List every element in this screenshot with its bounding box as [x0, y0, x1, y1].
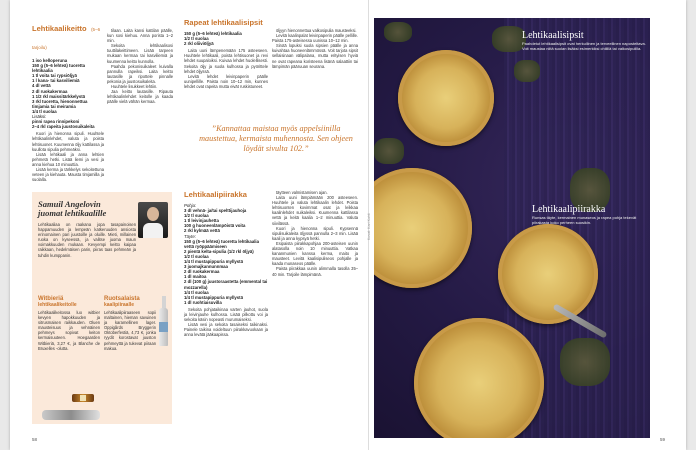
- ingredient: 2–4 rkl rapeita juustosuikaleita: [32, 124, 95, 130]
- rauchbier-section: [104, 296, 156, 351]
- sommelier-portrait: [138, 202, 168, 238]
- ingredient: 150 g (5–6 lehteä) tuoretta lehtikaalia: [32, 63, 86, 74]
- rauchbier-text: Lehtikaalipiiraaseen sopii maltainen, hieman savuinen ja karamellinen lager. Oppigårds Bryggerin Oktoberfestiä, 4,73 €, jonka ryydit korostavat juuston pehmeyttä ja tukevat piiraan makua.: [104, 310, 156, 351]
- ingredient: 3 rkl tuoretta, hienonnettua timjamia tai meiramia: [32, 98, 88, 109]
- method-paragraph: öljyyn hienonnettua valkosipulia mausteeksi.: [276, 28, 357, 33]
- quiche-image: [414, 318, 544, 438]
- method-paragraph: Levitä lehdet leivinpaperin päälle uunipellille. Paista noin 10–12 min, kunnes lehdet ovat rapeita mutta eivät ruskistuneet.: [184, 73, 268, 89]
- ingredient: 1/2 tl suolaa: [184, 36, 209, 42]
- witbier-section: [38, 296, 100, 351]
- ingredient: 1/2 tl suolaa: [184, 253, 209, 259]
- witbier-title: Witbieriä: [38, 296, 64, 302]
- ingredient-group-label: Täyte:: [184, 233, 196, 239]
- caption-pie: [532, 204, 646, 225]
- caption-text: Paahdetut lehtikaalisipsit ovat herkullinen ja terveellinen naposteltava. Voit maustaa niitä suolan lisäksi esimerkiksi chilillä tai valkosipulilla.: [522, 41, 646, 51]
- soup-method-continued: [107, 28, 173, 104]
- photo-credit: Kuvat: Kari Kuhti: [367, 213, 371, 240]
- method-paragraph: Sekoita lehtikaalisosi tuuttilakeittimeen. Lisää tarpeen mukaan kermaa tai kasviliemiä ja kuumenna keitto kunnolla.: [107, 43, 173, 64]
- kale-leaf-image: [560, 338, 610, 386]
- witbier-subtitle: lehtikaalikeitolle: [38, 302, 77, 308]
- ingredient: 150 g (5–6 lehteä) tuoretta lehtikaalia: [184, 238, 259, 244]
- method-paragraph: Laita uuni lämpenemään 175 asteeseen. Huuhtele lehtikaali, poista lehtisuonet ja revi lehdet suupaloiksi. Kuivaa lehdet huolellisesti. Sekoita öljy ja suola kulhossa ja pyörittele lehdet öljyssä.: [184, 48, 268, 74]
- ingredient: 3 dl vehnä- ja/tai spelttijauhoja: [184, 208, 247, 214]
- method-paragraph: Kuori ja hienonna sipuli. Kypsennä sipulisuikaleita öljyssä pannulla 2–3 min. Lisää kaali ja anna kypsyä hetki.: [272, 225, 358, 241]
- caption-title: Lehtikaalipiirakka: [532, 204, 606, 215]
- method-paragraph: Paista piirakkaa uunin alimmalla tasolla 35–40 min. Tarjoile lämpimänä.: [272, 266, 358, 277]
- sidebar-intro: Lehtikaaliaa on raakana jopa tasapainoisen happamuuden ja lempeän katkeruuden ansiosta erinomainen pari juustoille ja oluille. Mieti, millainen ruoka on kyseessä, ja valitse juoma maun voimakkuuden mukaan. Kevyempi keitto kaipaa raikkaan, hedelmäisen parin, piiras taas pehmeän ja tuhdin kumppanin.: [38, 222, 136, 258]
- method-paragraph: Lisää lehtikaali ja anna lehtien pehmetä hetki. Lisää liemi ja vesi ja anna kiehua 10 minuuttia.: [32, 151, 104, 167]
- ingredient: 150 g (5–6 lehteä) lehtikaalia: [184, 31, 242, 36]
- ingredient: 2 dl (100 g) juustoraastetta (emmental tai mozzarella): [184, 279, 268, 290]
- method-paragraph: Paahda pekonisuikaleet kuivalla pannulla rapeiksi. Laita keitto lautasille ja ripottele pinnalle pekonia ja juustosuikaleita.: [107, 63, 173, 84]
- chips-recipe: [184, 18, 268, 89]
- caption-title: Lehtikaalisipsit: [522, 30, 584, 41]
- magazine-spread: [10, 0, 686, 450]
- ingredient: 1 iso kelloperuna: [32, 58, 68, 63]
- ingredient: 2 rkl kylmää vettä: [184, 228, 220, 234]
- page-number-right: 59: [660, 437, 666, 442]
- kale-chip-image: [384, 22, 412, 42]
- method-paragraph: Jaa keitto lautasille. Ripauta lehtikaalinlehdet keitolle ja kaada päälle vielä vähän kermaa.: [107, 89, 173, 105]
- ingredient: vettä ryöppäämiseen: [184, 243, 227, 249]
- ingredient: 1/2 tl suolaa: [184, 213, 209, 219]
- ingredient: 2 dl ruokakermaa: [32, 88, 68, 94]
- ingredient: 1 dl maitoa: [184, 274, 207, 280]
- soup-title: Lehtikaalikeitto: [32, 24, 87, 33]
- soup-servings: (5–6 tarjoilu): [32, 27, 101, 50]
- portrait-shirt: [143, 223, 163, 238]
- pie-ingredients: [184, 203, 268, 305]
- ingredient: pinni rapea rinnipekoni: [32, 119, 80, 125]
- chips-ingredients: [184, 31, 268, 46]
- page-number-left: 58: [32, 437, 38, 442]
- caption-text: Runsas täyte, kermainen munaseos ja rapea pohja tekevät piirakasta koko perheen suosikin.: [532, 215, 637, 225]
- kale-chip-image: [514, 60, 540, 82]
- sidebar-title-line: juomat lehtikaalille: [38, 208, 107, 218]
- method-paragraph: Lisää vesi ja sekoita tasaiseksi taikinaksi. Painele taikina voideltuun piirakkavuokaan ja anna levätä jääkaapissa.: [184, 322, 268, 338]
- soup-recipe: [32, 18, 104, 182]
- method-paragraph: tilaan. Laita kansi kattilan päälle, kun sosi kiehuu. Anna porista 1–2 min.: [107, 28, 173, 44]
- ingredient: 1 1/2 rkl maissitärkkelystä: [32, 93, 86, 99]
- ingredient: 1/4 tl mustapippuria myllystä: [184, 259, 243, 265]
- soup-method: [32, 131, 104, 182]
- beer-bottle-icon: [72, 388, 96, 406]
- ingredient: 100 g huoneenlämpöistä voita: [184, 223, 246, 229]
- method-paragraph: Esipaista piirakkapohjaa 200-asteisen uunin alatasolla noin 10 minuuttia. Vatkaa kananmunien kanssa kerma, maito ja mausteet. Levitä kaalisipuliseos pohjalle ja kaada munaseos päälle.: [272, 240, 358, 267]
- ingredient: 2 rkl oliiviöljyä: [184, 41, 214, 47]
- kale-chip-image: [492, 26, 526, 52]
- ingredient: 2 pientä kelta-sipulia (1/2 rkl öljyä): [184, 248, 254, 254]
- portrait-face: [147, 207, 159, 221]
- rauchbier-subtitle: kaalipiiraalle: [104, 302, 135, 308]
- chips-method-continued: [272, 28, 358, 69]
- ingredient: 1 tl voita tai rypsiöljyä: [32, 73, 77, 79]
- pie-title: Lehtikaalipiirakka: [184, 190, 247, 199]
- pie-method: [184, 307, 268, 338]
- kale-leaf-image: [374, 138, 404, 164]
- food-photo: [374, 18, 650, 438]
- drinks-sidebar: [32, 192, 172, 424]
- garnish-label: Lisäksi:: [32, 114, 47, 120]
- witbier-text: Lehtikaalikeitossa luo witbier kevyen hapokkuuden ja sitrusmaisen raikkauden. Oluen mausteisuus ja vehnäinen pehmeys sopivat keiton kermaisuuteen. Hoegaarden Witbieriä, 3,27 €, ja Blanche de Bruxelles -olutta.: [38, 310, 100, 351]
- ingredient: 1 dl ruohtiaisuvilla: [184, 299, 222, 305]
- caption-chips: [522, 30, 646, 51]
- ingredient: 2 dl ruokakermaa: [184, 269, 220, 275]
- quiche-image: [498, 224, 598, 324]
- ingredient: 1/4 tl mustapippuria myllystä: [184, 294, 243, 300]
- method-paragraph: Sirotä lopuksi suola sipsien päälle ja anna kuivahtaa huoneenlämmössä. Voit tarjota sipsit sellaisinaan välipalana, mutta erityisen hyviä ne ovat rapeana koristeena lisänä salaattiin tai lämpimän pääruuan seurana.: [272, 43, 358, 69]
- ingredient-group-label: Pohja:: [184, 203, 197, 208]
- method-paragraph: Lisää kerma ja tärkkelys sekoitettuna veteen ja kiehauta. Mausta timjamilla ja suolalla.: [32, 166, 104, 183]
- soup-ingredients: [32, 58, 104, 129]
- method-paragraph: Levitä kaalinpalat leivinpaperin päälle pellille. Paista 175-asteisessa uunissa 10–12 min.: [272, 33, 358, 44]
- method-paragraph: Kuori ja hienonna sipuli. Huuhtele lehtikaalinlehdet, valuta ja poista lehtisuonet. Kuumenna öljy kattilassa ja kuullota sipulia pehmeäksi.: [32, 131, 104, 152]
- ingredient: 4 dl vettä: [32, 83, 51, 89]
- ingredient: 1 tl leivinjauhetta: [184, 218, 219, 224]
- quiche-image: [374, 168, 472, 288]
- method-paragraph: Huuhtele lisukkeet lehtiin.: [111, 84, 158, 90]
- sidebar-title: [38, 200, 136, 218]
- chips-title: Rapeat lehtikaalisipsit: [184, 18, 263, 27]
- method-paragraph: Sekoita pohjataikinaa varten jauhot, suola ja leivinjauhe kulhossa. Lisää pilkottu voi ja sekoita käsin nopeasti murumaiseksi.: [184, 306, 268, 323]
- ingredient: 3 juomajkannunnmaa: [184, 264, 228, 270]
- method-paragraph: täytteen valmistamisen ajan.: [276, 190, 328, 195]
- ingredient: 1 l kana- tai kasviliemiä: [32, 78, 80, 84]
- method-paragraph: Laita uuni lämpiämään 200 asteeseen. Huuhtele ja valuta lehtikaalin lehdet. Poista lehtisuonten kovimmat osat ja leikkaa kaalinlehdet suikaleiksi. Kuumenna kattilassa vettä ja keitä kaalia 1–2 minuuttia. Valuta siivilässä.: [272, 195, 358, 226]
- ingredient: 1/4 tl suolaa: [32, 108, 57, 114]
- pull-quote: ”Kannattaa maistaa myös appelsiinilla maustettua, kermaista muhennosta. Sen ohjeen löydät sivulta 102.”: [199, 124, 353, 153]
- rauchbier-title: Ruotsalaista: [104, 296, 140, 302]
- pie-recipe: [184, 190, 268, 337]
- fork-image: [42, 410, 100, 420]
- sidebar-title-line: Samuil Angelovin: [38, 199, 101, 209]
- beer-bottle-icon: [159, 296, 168, 346]
- chips-method: [184, 48, 268, 89]
- pie-method-continued: [272, 190, 358, 277]
- quiche-image: [398, 50, 494, 146]
- ingredient: 1/4 tl suolaa: [184, 289, 209, 295]
